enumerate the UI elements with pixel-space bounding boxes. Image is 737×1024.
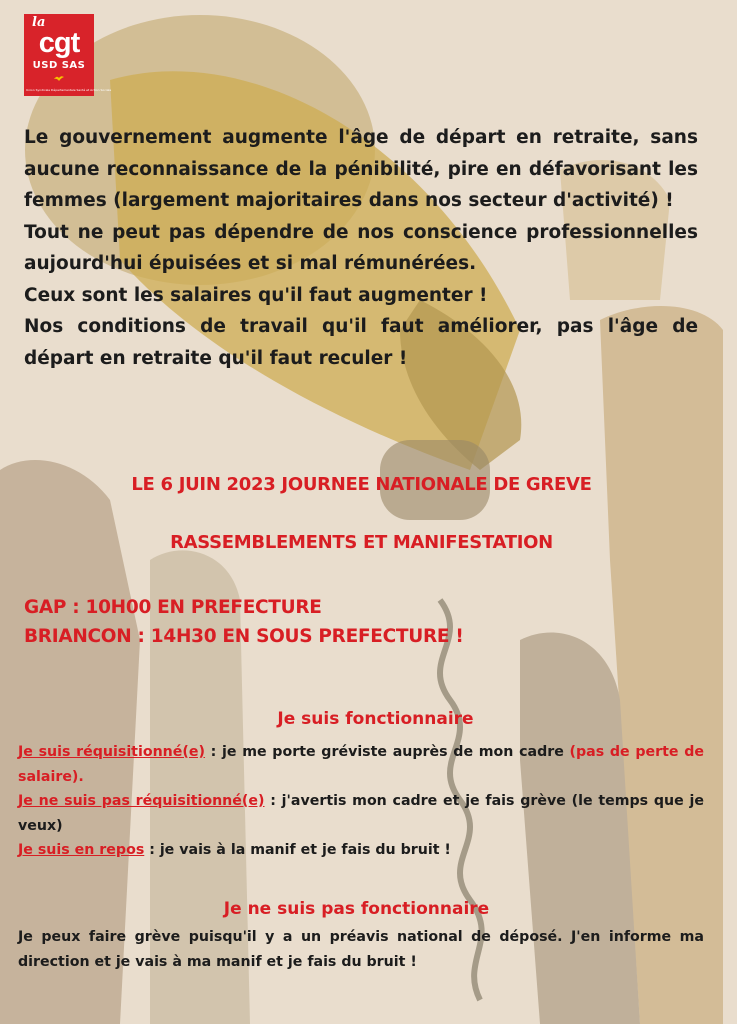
non-requisitionne-text: : j'avertis mon cadre et je fais grève (le temps que je veux) bbox=[18, 793, 704, 834]
logo-subtitle: Union Syndicale Départementale Santé et Action Sociale bbox=[26, 88, 112, 92]
intro-paragraph-1: Le gouvernement augmente l'âge de départ en retraite, sans aucune reconnaissance de la pénibilité, pire en défavorisant les femmes (largement majoritaires dans nos secteur d'activité) ! bbox=[24, 127, 698, 211]
strike-day-headline: LE 6 JUIN 2023 JOURNEE NATIONALE DE GREVE bbox=[131, 474, 592, 495]
gatherings-headline: RASSEMBLEMENTS ET MANIFESTATION bbox=[170, 532, 553, 553]
intro-paragraph-2: Tout ne peut pas dépendre de nos conscience professionnelles aujourd'hui épuisées et si mal rémunérées. bbox=[24, 221, 698, 274]
fonctionnaire-section bbox=[18, 740, 704, 863]
intro-text bbox=[24, 122, 698, 374]
requisitionne-text: : je me porte gréviste auprès de mon cadre bbox=[204, 744, 570, 760]
gap-location: GAP : 10H00 EN PREFECTURE bbox=[24, 597, 322, 618]
intro-paragraph-4: Nos conditions de travail qu'il faut améliorer, pas l'âge de départ en retraite qu'il faut reculer ! bbox=[24, 316, 698, 369]
cgt-logo bbox=[24, 14, 112, 96]
en-repos-label: Je suis en repos bbox=[18, 842, 145, 858]
logo-la-text: la bbox=[32, 15, 46, 30]
en-repos-item bbox=[18, 838, 704, 863]
requisitionne-item bbox=[18, 740, 704, 789]
non-requisitionne-item bbox=[18, 789, 704, 838]
intro-paragraph-3: Ceux sont les salaires qu'il faut augmenter ! bbox=[24, 284, 488, 306]
non-fonctionnaire-title: Je ne suis pas fonctionnaire bbox=[223, 899, 490, 919]
logo-cgt-text: cgt bbox=[38, 27, 80, 59]
en-repos-text: : je vais à la manif et je fais du bruit ! bbox=[144, 842, 451, 858]
requisitionne-label: Je suis réquisitionné(e) bbox=[18, 744, 205, 760]
non-fonctionnaire-section bbox=[18, 925, 704, 974]
non-requisitionne-label: Je ne suis pas réquisitionné(e) bbox=[18, 793, 265, 809]
fonctionnaire-title: Je suis fonctionnaire bbox=[277, 709, 474, 729]
logo-usd-text: USD SAS bbox=[32, 60, 86, 71]
briancon-location: BRIANCON : 14H30 EN SOUS PREFECTURE ! bbox=[24, 626, 464, 647]
locations-block bbox=[24, 593, 464, 651]
requisitionne-note: (pas de perte de salaire). bbox=[18, 744, 704, 785]
non-fonctionnaire-text: Je peux faire grève puisqu'il y a un préavis national de déposé. J'en informe ma direction et je vais à ma manif et je fais du bruit ! bbox=[18, 929, 704, 970]
logo-bird-icon bbox=[53, 74, 65, 82]
